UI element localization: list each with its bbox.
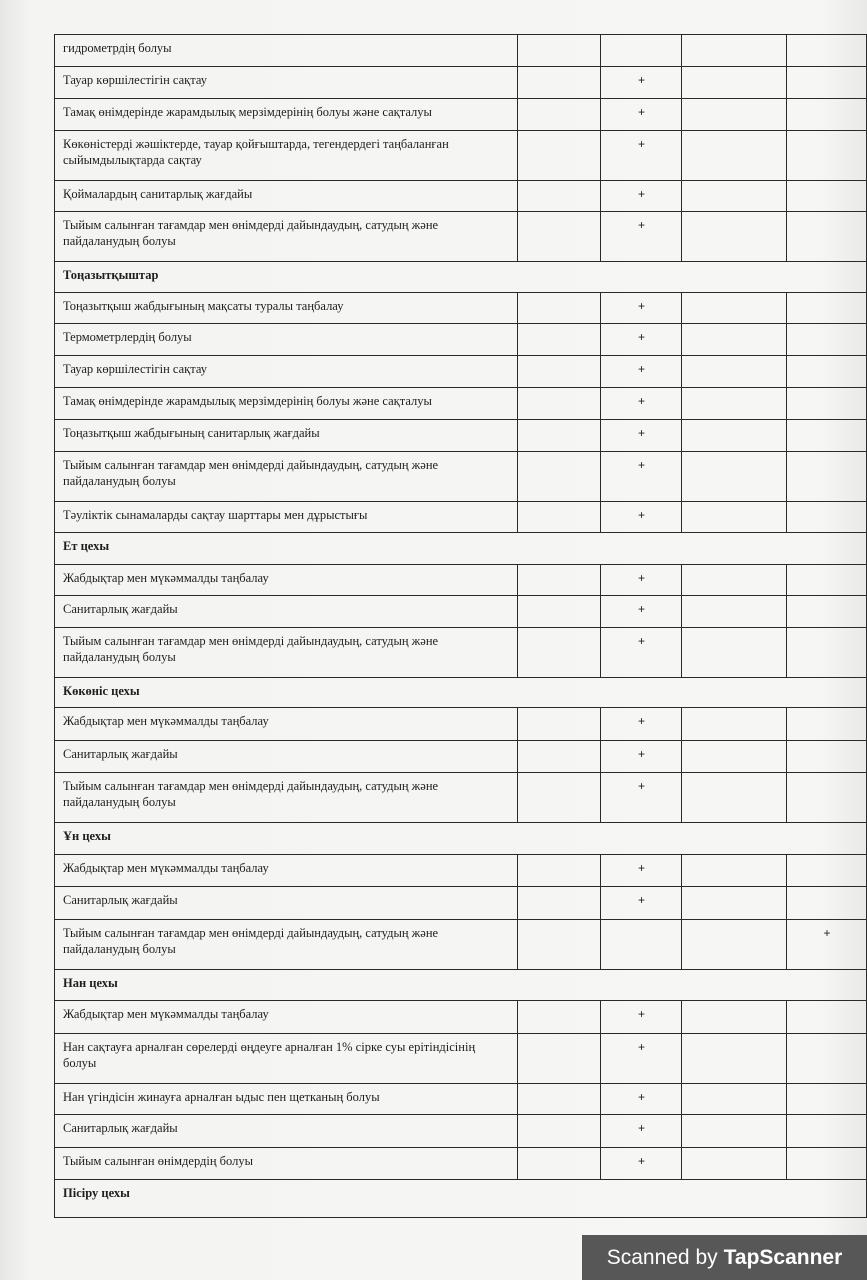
column-4-mark-cell	[787, 596, 867, 628]
column-1-cell	[518, 212, 601, 262]
column-2-mark-cell	[601, 420, 682, 452]
requirement-text-cell: Термометрлердің болуы	[55, 324, 518, 356]
check-mark: +	[637, 137, 645, 151]
column-2-mark-cell	[601, 99, 682, 131]
requirement-text-cell: Тауар көршілестігін сақтау	[55, 356, 518, 388]
column-1-cell	[518, 324, 601, 356]
column-1-cell	[518, 388, 601, 420]
column-3-cell	[682, 1001, 787, 1034]
column-3-cell	[682, 773, 787, 823]
section-title: Пісіру цехы	[55, 1180, 867, 1218]
requirement-text-cell: Санитарлық жағдайы	[55, 741, 518, 773]
column-4-mark-cell	[787, 855, 867, 887]
column-4-mark-cell	[787, 887, 867, 920]
section-title: Тоңазытқыштар	[55, 262, 867, 293]
checklist-row	[55, 388, 867, 420]
requirement-text-cell: Жабдықтар мен мүкәммалды таңбалау	[55, 565, 518, 596]
scanner-watermark	[582, 1235, 867, 1280]
check-mark: +	[637, 634, 645, 648]
check-mark: +	[637, 571, 645, 585]
requirement-text-cell: Тыйым салынған тағамдар мен өнімдерді дайындаудың, сатудың және пайдаланудың болуы	[55, 773, 518, 823]
column-3-cell	[682, 452, 787, 502]
check-mark: +	[637, 861, 645, 875]
section-header-row	[55, 1180, 867, 1218]
checklist-row	[55, 452, 867, 502]
column-2-mark-cell	[601, 131, 682, 181]
column-3-cell	[682, 212, 787, 262]
requirement-text-cell: Нан үгіндісін жинауға арналған ыдыс пен щетканың болуы	[55, 1084, 518, 1115]
column-2-mark-cell	[601, 1001, 682, 1034]
checklist-row	[55, 741, 867, 773]
requirement-text-cell: Жабдықтар мен мүкәммалды таңбалау	[55, 1001, 518, 1034]
column-4-mark-cell	[787, 293, 867, 324]
checklist-row	[55, 565, 867, 596]
check-mark: +	[637, 105, 645, 119]
checklist-row	[55, 356, 867, 388]
checklist-row	[55, 324, 867, 356]
check-mark: +	[637, 330, 645, 344]
checklist-row	[55, 1034, 867, 1084]
check-mark: +	[637, 218, 645, 232]
column-3-cell	[682, 356, 787, 388]
column-3-cell	[682, 1084, 787, 1115]
column-3-cell	[682, 565, 787, 596]
column-2-mark-cell	[601, 1084, 682, 1115]
requirement-text-cell: Тоңазытқыш жабдығының санитарлық жағдайы	[55, 420, 518, 452]
column-4-mark-cell	[787, 1001, 867, 1034]
column-4-mark-cell	[787, 502, 867, 533]
watermark-prefix: Scanned by	[606, 1245, 718, 1269]
section-title: Ұн цехы	[55, 823, 867, 855]
column-1-cell	[518, 181, 601, 212]
column-3-cell	[682, 502, 787, 533]
column-4-mark-cell	[787, 388, 867, 420]
check-mark: +	[637, 73, 645, 87]
column-4-mark-cell	[787, 628, 867, 678]
column-4-mark-cell	[787, 324, 867, 356]
column-4-mark-cell	[787, 212, 867, 262]
requirement-text-cell: Жабдықтар мен мүкәммалды таңбалау	[55, 708, 518, 741]
checklist-row	[55, 773, 867, 823]
section-header-row	[55, 533, 867, 565]
requirement-text-cell: Жабдықтар мен мүкәммалды таңбалау	[55, 855, 518, 887]
check-mark: +	[637, 1154, 645, 1168]
checklist-row	[55, 1001, 867, 1034]
column-1-cell	[518, 708, 601, 741]
column-3-cell	[682, 324, 787, 356]
column-3-cell	[682, 35, 787, 67]
column-2-mark-cell	[601, 181, 682, 212]
column-3-cell	[682, 887, 787, 920]
section-header-row	[55, 678, 867, 708]
column-1-cell	[518, 293, 601, 324]
column-2-mark-cell	[601, 741, 682, 773]
checklist-row	[55, 181, 867, 212]
column-1-cell	[518, 1115, 601, 1148]
section-title: Ет цехы	[55, 533, 867, 565]
column-3-cell	[682, 388, 787, 420]
check-mark: +	[637, 508, 645, 522]
column-1-cell	[518, 35, 601, 67]
column-4-mark-cell	[787, 773, 867, 823]
column-4-mark-cell	[787, 181, 867, 212]
column-3-cell	[682, 1115, 787, 1148]
requirement-text-cell: Тыйым салынған тағамдар мен өнімдерді дайындаудың, сатудың және пайдаланудың болуы	[55, 920, 518, 970]
column-4-mark-cell	[787, 1084, 867, 1115]
column-3-cell	[682, 1034, 787, 1084]
column-1-cell	[518, 920, 601, 970]
requirement-text-cell: Тыйым салынған тағамдар мен өнімдерді дайындаудың, сатудың және пайдаланудың болуы	[55, 452, 518, 502]
column-1-cell	[518, 773, 601, 823]
column-1-cell	[518, 99, 601, 131]
check-mark: +	[637, 187, 645, 201]
column-4-mark-cell	[787, 1034, 867, 1084]
check-mark: +	[637, 299, 645, 313]
column-1-cell	[518, 1034, 601, 1084]
column-1-cell	[518, 452, 601, 502]
column-3-cell	[682, 99, 787, 131]
column-4-mark-cell	[787, 920, 867, 970]
column-1-cell	[518, 855, 601, 887]
check-mark: +	[637, 747, 645, 761]
requirement-text-cell: гидрометрдің болуы	[55, 35, 518, 67]
requirement-text-cell: Тыйым салынған тағамдар мен өнімдерді дайындаудың, сатудың және пайдаланудың болуы	[55, 628, 518, 678]
column-2-mark-cell	[601, 452, 682, 502]
column-4-mark-cell	[787, 420, 867, 452]
checklist-row	[55, 596, 867, 628]
column-1-cell	[518, 565, 601, 596]
checklist-row	[55, 920, 867, 970]
column-2-mark-cell	[601, 356, 682, 388]
checklist-row	[55, 131, 867, 181]
requirement-text-cell: Нан сақтауға арналған сөрелерді өңдеуге арналған 1% сірке суы ерітіндісінің болуы	[55, 1034, 518, 1084]
section-title: Нан цехы	[55, 970, 867, 1001]
column-2-mark-cell	[601, 212, 682, 262]
column-1-cell	[518, 741, 601, 773]
check-mark: +	[637, 1007, 645, 1021]
column-2-mark-cell	[601, 67, 682, 99]
checklist-row	[55, 502, 867, 533]
requirement-text-cell: Тауар көршілестігін сақтау	[55, 67, 518, 99]
column-3-cell	[682, 741, 787, 773]
column-1-cell	[518, 131, 601, 181]
column-1-cell	[518, 502, 601, 533]
section-title: Көкөніс цехы	[55, 678, 867, 708]
column-1-cell	[518, 1001, 601, 1034]
check-mark: +	[637, 714, 645, 728]
check-mark: +	[637, 394, 645, 408]
checklist-row	[55, 1084, 867, 1115]
column-1-cell	[518, 596, 601, 628]
checklist-row	[55, 1115, 867, 1148]
column-1-cell	[518, 887, 601, 920]
column-3-cell	[682, 131, 787, 181]
column-2-mark-cell	[601, 293, 682, 324]
column-2-mark-cell	[601, 388, 682, 420]
column-4-mark-cell	[787, 67, 867, 99]
requirement-text-cell: Тыйым салынған өнімдердің болуы	[55, 1148, 518, 1180]
checklist-row	[55, 855, 867, 887]
column-4-mark-cell	[787, 452, 867, 502]
check-mark: +	[823, 926, 831, 940]
column-1-cell	[518, 67, 601, 99]
column-2-mark-cell	[601, 920, 682, 970]
column-2-mark-cell	[601, 596, 682, 628]
column-2-mark-cell	[601, 565, 682, 596]
checklist-row	[55, 212, 867, 262]
checklist-row	[55, 1148, 867, 1180]
column-4-mark-cell	[787, 741, 867, 773]
checklist-row	[55, 35, 867, 67]
column-1-cell	[518, 1148, 601, 1180]
column-4-mark-cell	[787, 99, 867, 131]
check-mark: +	[637, 1121, 645, 1135]
column-4-mark-cell	[787, 1148, 867, 1180]
check-mark: +	[637, 426, 645, 440]
check-mark: +	[637, 362, 645, 376]
column-3-cell	[682, 293, 787, 324]
check-mark: +	[637, 893, 645, 907]
checklist-row	[55, 293, 867, 324]
section-header-row	[55, 823, 867, 855]
column-2-mark-cell	[601, 502, 682, 533]
column-2-mark-cell	[601, 1115, 682, 1148]
section-header-row	[55, 262, 867, 293]
column-2-mark-cell	[601, 887, 682, 920]
column-2-mark-cell	[601, 1034, 682, 1084]
column-2-mark-cell	[601, 35, 682, 67]
checklist-row	[55, 887, 867, 920]
column-1-cell	[518, 356, 601, 388]
column-3-cell	[682, 420, 787, 452]
requirement-text-cell: Тамақ өнімдерінде жарамдылық мерзімдерінің болуы және сақталуы	[55, 388, 518, 420]
column-2-mark-cell	[601, 773, 682, 823]
column-2-mark-cell	[601, 1148, 682, 1180]
requirement-text-cell: Санитарлық жағдайы	[55, 887, 518, 920]
column-3-cell	[682, 855, 787, 887]
column-1-cell	[518, 628, 601, 678]
checklist-row	[55, 708, 867, 741]
requirement-text-cell: Тәуліктік сынамаларды сақтау шарттары мен дұрыстығы	[55, 502, 518, 533]
requirement-text-cell: Көкөністерді жәшіктерде, тауар қойғыштарда, тегендердегі таңбаланған сыйымдылықтарда сақтау	[55, 131, 518, 181]
check-mark: +	[637, 1040, 645, 1054]
column-4-mark-cell	[787, 1115, 867, 1148]
checklist-row	[55, 67, 867, 99]
checklist-row	[55, 628, 867, 678]
column-3-cell	[682, 67, 787, 99]
column-3-cell	[682, 920, 787, 970]
column-3-cell	[682, 708, 787, 741]
column-2-mark-cell	[601, 628, 682, 678]
column-3-cell	[682, 181, 787, 212]
checklist-row	[55, 99, 867, 131]
check-mark: +	[637, 458, 645, 472]
column-4-mark-cell	[787, 35, 867, 67]
column-2-mark-cell	[601, 708, 682, 741]
column-4-mark-cell	[787, 565, 867, 596]
column-3-cell	[682, 628, 787, 678]
requirement-text-cell: Тамақ өнімдерінде жарамдылық мерзімдерінің болуы және сақталуы	[55, 99, 518, 131]
column-1-cell	[518, 420, 601, 452]
checklist-row	[55, 420, 867, 452]
requirement-text-cell: Санитарлық жағдайы	[55, 596, 518, 628]
column-3-cell	[682, 596, 787, 628]
requirement-text-cell: Тоңазытқыш жабдығының мақсаты туралы таңбалау	[55, 293, 518, 324]
column-2-mark-cell	[601, 324, 682, 356]
column-4-mark-cell	[787, 708, 867, 741]
column-1-cell	[518, 1084, 601, 1115]
watermark-brand: TapScanner	[723, 1245, 843, 1269]
column-2-mark-cell	[601, 855, 682, 887]
check-mark: +	[637, 602, 645, 616]
column-4-mark-cell	[787, 131, 867, 181]
requirement-text-cell: Санитарлық жағдайы	[55, 1115, 518, 1148]
requirement-text-cell: Тыйым салынған тағамдар мен өнімдерді дайындаудың, сатудың және пайдаланудың болуы	[55, 212, 518, 262]
column-3-cell	[682, 1148, 787, 1180]
requirement-text-cell: Қоймалардың санитарлық жағдайы	[55, 181, 518, 212]
column-4-mark-cell	[787, 356, 867, 388]
inspection-checklist-table	[54, 34, 867, 1218]
check-mark: +	[637, 779, 645, 793]
section-header-row	[55, 970, 867, 1001]
check-mark: +	[637, 1090, 645, 1104]
